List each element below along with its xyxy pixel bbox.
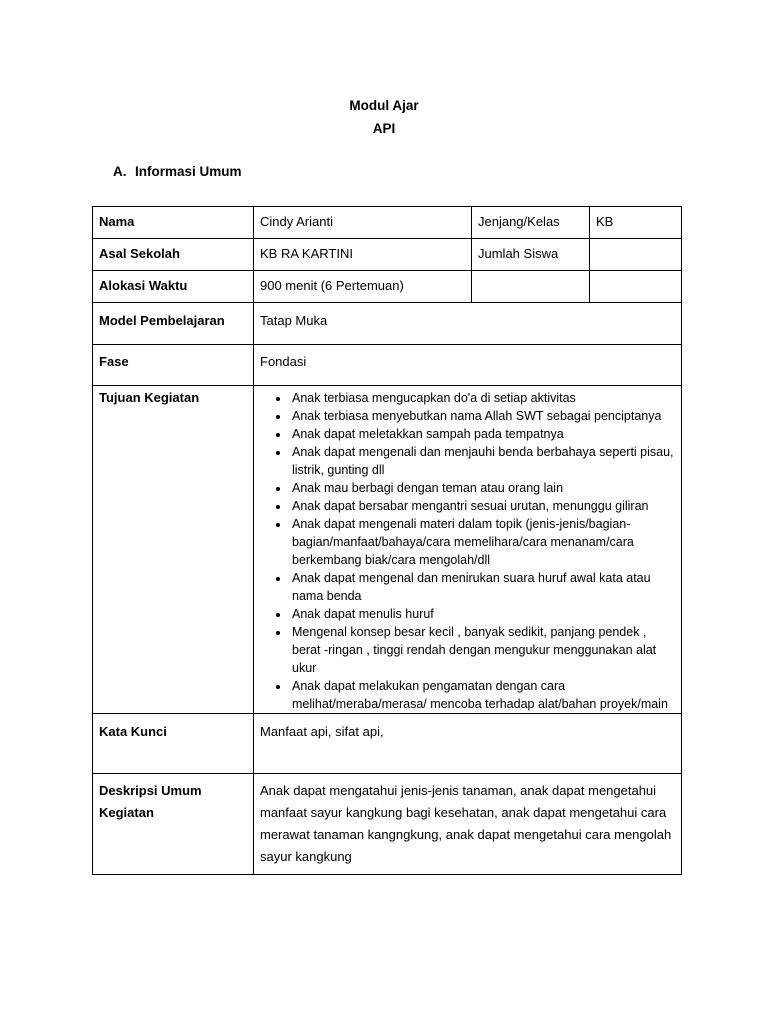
jumlah-siswa-value xyxy=(590,239,682,271)
document-title: Modul Ajar xyxy=(349,98,419,113)
table-row xyxy=(93,207,682,239)
list-item: • Anak dapat melakukan pengamatan dengan cara melihat/meraba/merasa/ mencoba terhadap alat/bahan proyek/main xyxy=(290,677,675,713)
kata-kunci-label: Kata Kunci xyxy=(93,714,254,774)
section-number: A. xyxy=(113,164,127,179)
list-item: • Anak mau berbagi dengan teman atau orang lain xyxy=(290,479,675,497)
list-item: • Anak dapat mengenal dan menirukan suara huruf awal kata atau nama benda xyxy=(290,569,675,605)
list-item: • Anak dapat mengenali materi dalam topik (jenis-jenis/bagian-bagian/manfaat/bahaya/cara memelihara/cara menanam/cara berkembang biak/cara mengolah/dll xyxy=(290,515,675,569)
fase-value: Fondasi xyxy=(254,345,682,386)
table-row xyxy=(93,714,682,774)
asal-sekolah-label: Asal Sekolah xyxy=(93,239,254,271)
list-item: • Mengenal konsep besar kecil , banyak sedikit, panjang pendek , berat -ringan , tinggi rendah dengan mengukur menggunakan alat ukur xyxy=(290,623,675,677)
tujuan-kegiatan-label: Tujuan Kegiatan xyxy=(93,386,254,714)
list-item: • Anak dapat menulis huruf xyxy=(290,605,675,623)
table-row xyxy=(93,271,682,303)
deskripsi-value: Anak dapat mengatahui jenis-jenis tanaman, anak dapat mengetahui manfaat sayur kangkung bagi kesehatan, anak dapat mengetahui cara merawat tanaman kangngkung, anak dapat mengetahui cara mengolah sayur kangkung xyxy=(254,774,682,875)
list-item: • Anak dapat meletakkan sampah pada tempatnya xyxy=(290,425,675,443)
section-heading xyxy=(113,164,242,179)
list-item: • Anak dapat bersabar mengantri sesuai urutan, menunggu giliran xyxy=(290,497,675,515)
tujuan-kegiatan-value xyxy=(254,386,682,714)
table-row xyxy=(93,386,682,714)
model-pembelajaran-label: Model Pembelajaran xyxy=(93,303,254,345)
list-item: • Anak dapat mengenali dan menjauhi benda berbahaya seperti pisau, listrik, gunting dll xyxy=(290,443,675,479)
fase-label: Fase xyxy=(93,345,254,386)
table-row xyxy=(93,239,682,271)
nama-label: Nama xyxy=(93,207,254,239)
deskripsi-label: Deskripsi Umum Kegiatan xyxy=(93,774,254,875)
info-table xyxy=(92,206,682,875)
table-row xyxy=(93,774,682,875)
tujuan-list xyxy=(260,389,675,713)
model-pembelajaran-value: Tatap Muka xyxy=(254,303,682,345)
empty-cell xyxy=(472,271,590,303)
empty-cell xyxy=(590,271,682,303)
jenjang-label: Jenjang/Kelas xyxy=(472,207,590,239)
nama-value: Cindy Arianti xyxy=(254,207,472,239)
kata-kunci-value: Manfaat api, sifat api, xyxy=(254,714,682,774)
asal-sekolah-value: KB RA KARTINI xyxy=(254,239,472,271)
jumlah-siswa-label: Jumlah Siswa xyxy=(472,239,590,271)
section-title: Informasi Umum xyxy=(135,164,242,179)
alokasi-waktu-value: 900 menit (6 Pertemuan) xyxy=(254,271,472,303)
list-item: • Anak terbiasa menyebutkan nama Allah SWT sebagai penciptanya xyxy=(290,407,675,425)
document-subtitle: API xyxy=(372,121,396,136)
list-item: • Anak terbiasa mengucapkan do'a di setiap aktivitas xyxy=(290,389,675,407)
table-row xyxy=(93,303,682,345)
jenjang-value: KB xyxy=(590,207,682,239)
alokasi-waktu-label: Alokasi Waktu xyxy=(93,271,254,303)
table-row xyxy=(93,345,682,386)
